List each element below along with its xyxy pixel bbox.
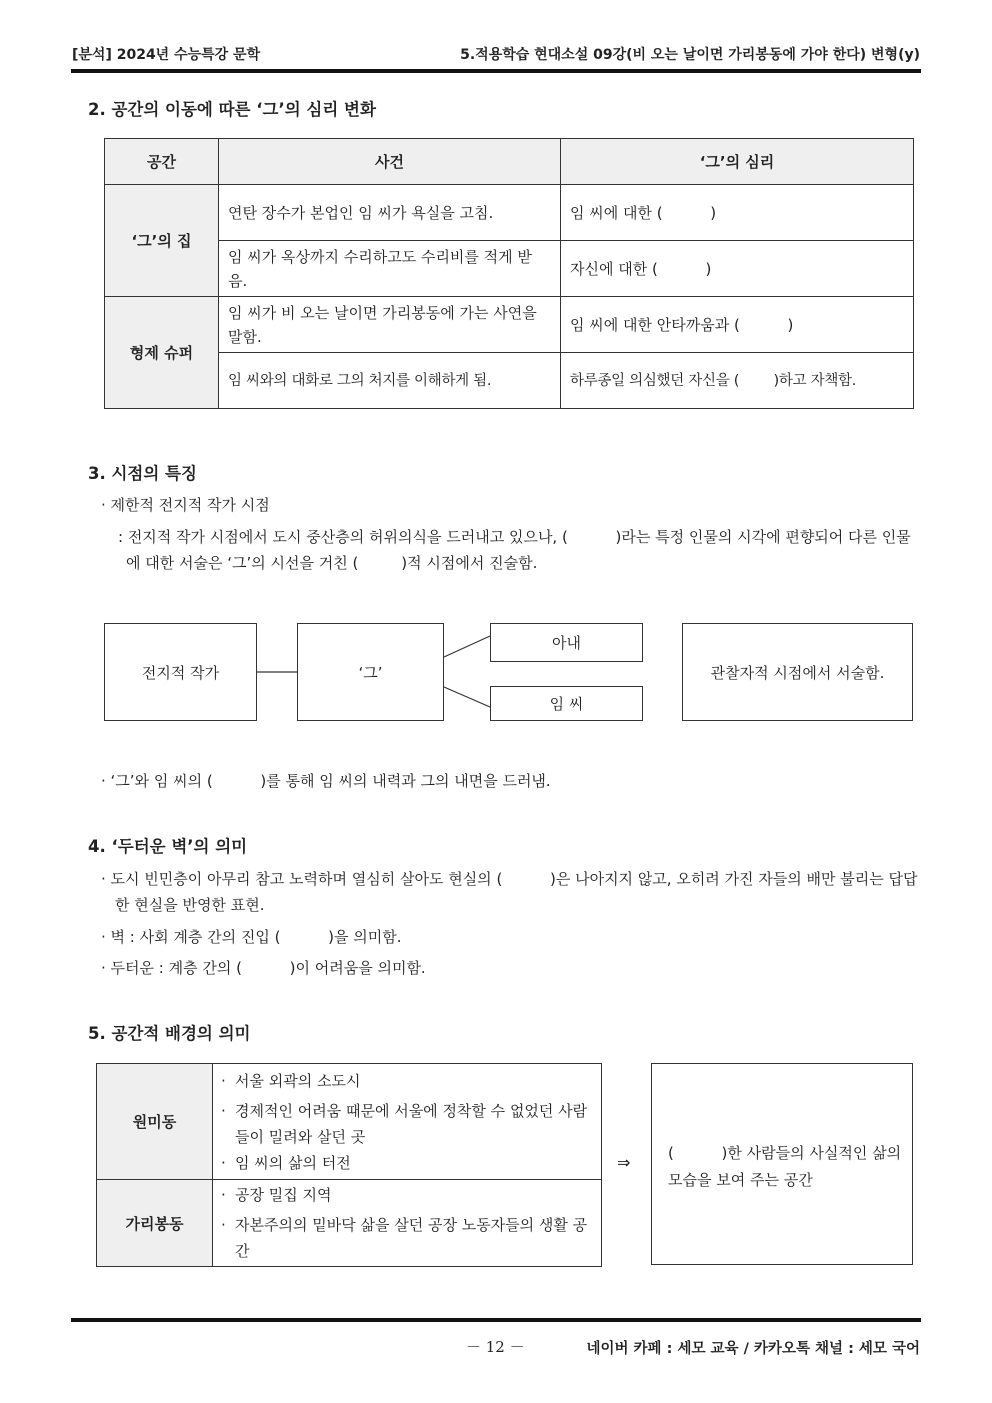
header-left: [분석] 2024년 수능특강 문학: [72, 47, 261, 63]
wall-meaning-item: · 벽 : 사회 계층 간의 진입 ( )을 의미함.: [101, 928, 402, 946]
list-item: · 임 씨의 삶의 터전: [221, 1153, 351, 1172]
event-cell: 임 씨가 비 오는 날이면 가리봉동에 가는 사연을 말함.: [219, 297, 561, 353]
space-supermarket: 형제 슈퍼: [105, 297, 219, 409]
list-item: · 경제적인 어려움 때문에 서울에 정착할 수 없었던 사람들이 밀려와 살던 곳: [221, 1101, 588, 1146]
mind-cell: 임 씨에 대한 안타까움과 ( ): [561, 297, 914, 353]
setting-table: [96, 1063, 602, 1267]
connector-line: [444, 687, 490, 707]
list-item: · 자본주의의 밑바닥 삶을 살던 공장 노동자들의 생활 공간: [221, 1216, 588, 1260]
wall-meaning-item: · 두터운 : 계층 간의 ( )이 어려움을 의미함.: [101, 959, 426, 977]
section2-title: 2. 공간의 이동에 따른 ‘그’의 심리 변화: [88, 100, 376, 119]
list-item: · 서울 외곽의 소도시: [221, 1071, 361, 1090]
footer-channel: 네이버 카페 : 세모 교육 / 카카오톡 채널 : 세모 국어: [586, 1341, 920, 1357]
footer-rule: [71, 1318, 921, 1322]
list-item: · 공장 밀집 지역: [221, 1186, 332, 1204]
place-wonmidong: 원미동: [97, 1064, 213, 1180]
space-home: ‘그’의 집: [105, 185, 219, 297]
mind-cell: 하루종일 의심했던 자신을 ( )하고 자책함.: [561, 353, 914, 409]
he-box: ‘그’: [297, 623, 444, 721]
header-event: 사건: [219, 139, 561, 185]
event-cell: 임 씨가 옥상까지 수리하고도 수리비를 적게 받음.: [219, 241, 561, 297]
section4-title: 4. ‘두터운 벽’의 의미: [88, 837, 248, 856]
arrow-icon: ⇒: [617, 1153, 631, 1172]
viewpoint-bullet: · 제한적 전지적 작가 시점: [101, 496, 270, 514]
header-mind: ‘그’의 심리: [561, 139, 914, 185]
connector-line: [444, 636, 490, 657]
dialogue-bullet: · ‘그’와 임 씨의 ( )를 통해 임 씨의 내력과 그의 내면을 드러냄.: [101, 772, 551, 790]
section5-title: 5. 공간적 배경의 의미: [88, 1024, 251, 1043]
wall-meaning-item: · 도시 빈민층이 아무리 참고 노력하며 열심히 살아도 현실의 ( )은 나아지지 않고, 오히려 가진 자들의 배만 불리는 답답한 현실을 반영한 표현.: [101, 870, 918, 914]
omniscient-author-box: 전지적 작가: [104, 623, 257, 721]
wife-box: 아내: [490, 623, 643, 662]
result-text: ( )한 사람들의 사실적인 삶의 모습을 보여 주는 공간: [668, 1144, 906, 1189]
viewpoint-desc: : 전지적 작가 시점에서 도시 중산층의 허위의식을 드러내고 있으나, ( )라는 특정 인물의 시각에 편향되어 다른 인물에 대한 서술은 ‘그’의 시선을 거친 ( )적 시점에서 진술함.: [118, 528, 911, 572]
mr-im-box: 임 씨: [490, 686, 643, 721]
event-cell: 연탄 장수가 본업인 임 씨가 욕실을 고침.: [219, 185, 561, 241]
header-space: 공간: [105, 139, 219, 185]
place-items: [213, 1180, 602, 1267]
event-cell: 임 씨와의 대화로 그의 처지를 이해하게 됨.: [219, 353, 561, 409]
header-right: 5.적용학습 현대소설 09강(비 오는 날이면 가리봉동에 가야 한다) 변형(y): [460, 47, 920, 63]
page-number: － 12 －: [466, 1338, 525, 1356]
mind-cell: 자신에 대한 ( ): [561, 241, 914, 297]
section3-title: 3. 시점의 특징: [88, 464, 197, 483]
result-box: [651, 1063, 913, 1265]
place-items: [213, 1064, 602, 1180]
observer-box: 관찰자적 시점에서 서술함.: [682, 623, 913, 721]
place-garibongdong: 가리봉동: [97, 1180, 213, 1267]
mind-cell: 임 씨에 대한 ( ): [561, 185, 914, 241]
